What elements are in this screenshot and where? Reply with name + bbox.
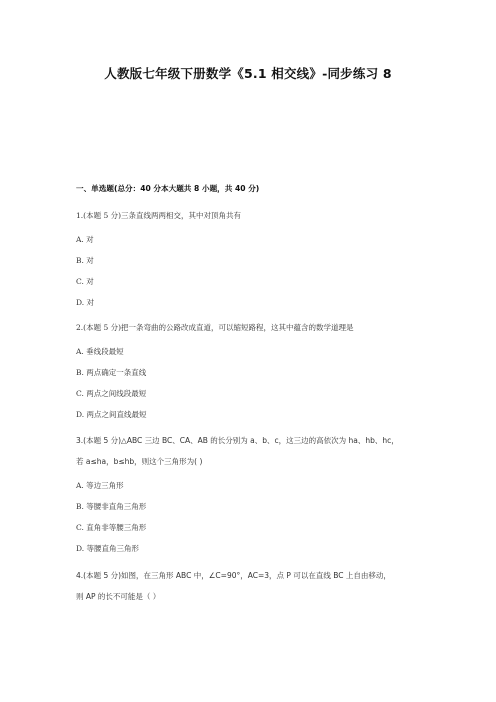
question-3-option-d: D. 等腰直角三角形 [76,544,140,553]
page-title: 人教版七年级下册数学《5.1 相交线》-同步练习 8 [104,66,392,81]
question-2-stem: 2.(本题 5 分)把一条弯曲的公路改成直道，可以缩短路程，这其中蕴含的数学道理是 [76,323,354,332]
question-3-option-c: C. 直角非等腰三角形 [76,523,147,532]
question-1-option-b: B. 对 [76,256,94,265]
question-1-option-a: A. 对 [76,235,94,244]
question-3-stem-line-2: 若 a≤ha，b≤hb，则这个三角形为( ) [76,457,203,466]
question-2-option-b: B. 两点确定一条直线 [76,368,147,377]
question-2-option-c: C. 两点之间线段最短 [76,389,147,398]
question-2-option-a: A. 垂线段最短 [76,347,124,356]
question-4-stem-line-2: 则 AP 的长不可能是（ ） [76,592,161,601]
question-1-option-c: C. 对 [76,277,94,286]
question-3-option-a: A. 等边三角形 [76,481,124,490]
question-3-option-b: B. 等腰非直角三角形 [76,502,147,511]
question-4-stem-line-1: 4.(本题 5 分)如图，在三角形 ABC 中，∠C=90°，AC=3，点 P 可以在直线 BC 上自由移动， [76,571,391,580]
question-2-option-d: D. 两点之间直线最短 [76,410,147,419]
question-1-stem: 1.(本题 5 分)三条直线两两相交，其中对顶角共有 [76,211,242,220]
section-heading: 一、单选题(总分：40 分本大题共 8 小题，共 40 分) [76,184,260,193]
question-1-option-d: D. 对 [76,298,95,307]
question-3-stem-line-1: 3.(本题 5 分)△ABC 三边 BC、CA、AB 的长分别为 a、b、c，这三边的高依次为 ha、hb、hc， [76,436,399,445]
